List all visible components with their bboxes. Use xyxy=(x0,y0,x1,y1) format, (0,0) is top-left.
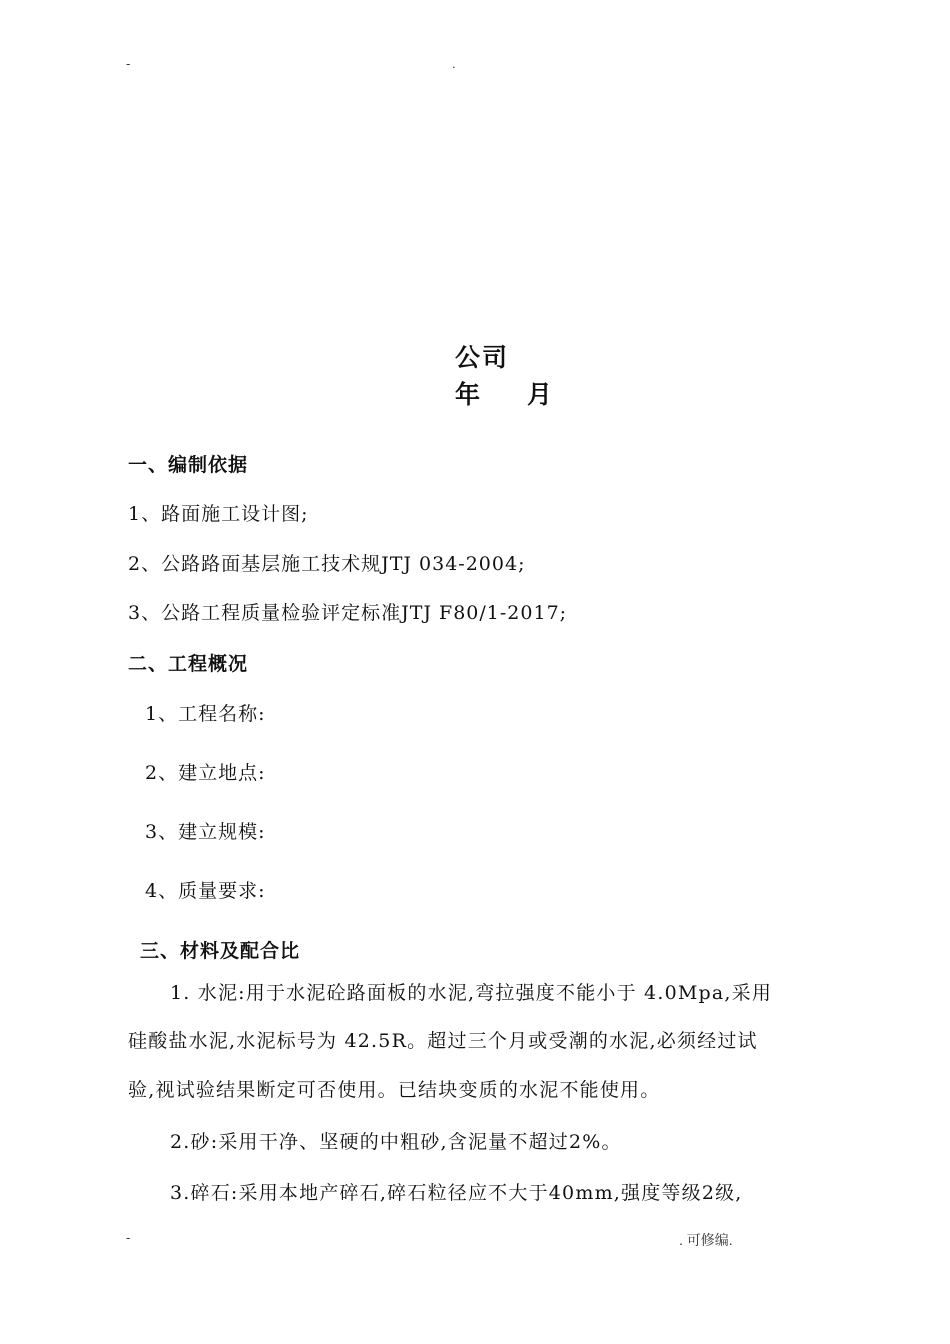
basis-item-3: 3、公路工程质量检验评定标准JTJ F80/1-2017; xyxy=(128,602,568,624)
sand-paragraph: 2.砂:采用干净、坚硬的中粗砂,含泥量不超过2%。 xyxy=(170,1131,622,1153)
footer-editable-note: . 可修编. xyxy=(679,1232,733,1248)
footer-left-mark: - xyxy=(126,1230,131,1245)
header-center-mark: . xyxy=(452,56,456,71)
basis-item-2: 2、公路路面基层施工技术规JTJ 034-2004; xyxy=(128,553,526,575)
section-heading-materials: 三、材料及配合比 xyxy=(140,940,301,962)
header-left-mark: - xyxy=(126,56,131,71)
overview-item-1: 1、工程名称: xyxy=(145,703,266,725)
section-heading-overview: 二、工程概况 xyxy=(128,653,249,675)
overview-item-4: 4、质量要求: xyxy=(145,880,266,902)
cement-line-2: 硅酸盐水泥,水泥标号为 42.5R。超过三个月或受潮的水泥,必须经过试 xyxy=(128,1030,758,1052)
basis-item-1: 1、路面施工设计图; xyxy=(128,503,309,525)
cement-line-1: 1. 水泥:用于水泥砼路面板的水泥,弯拉强度不能小于 4.0Mpa,采用 xyxy=(170,982,773,1004)
overview-item-2: 2、建立地点: xyxy=(145,762,266,784)
gravel-paragraph: 3.碎石:采用本地产碎石,碎石粒径应不大于40mm,强度等级2级, xyxy=(170,1182,743,1204)
overview-item-3: 3、建立规模: xyxy=(145,821,266,843)
month-label: 月 xyxy=(527,380,555,409)
company-title: 公司 xyxy=(455,343,510,372)
cement-line-3: 验,视试验结果断定可否使用。已结块变质的水泥不能使用。 xyxy=(128,1079,661,1101)
year-label: 年 xyxy=(455,380,483,409)
section-heading-basis: 一、编制依据 xyxy=(128,454,249,476)
